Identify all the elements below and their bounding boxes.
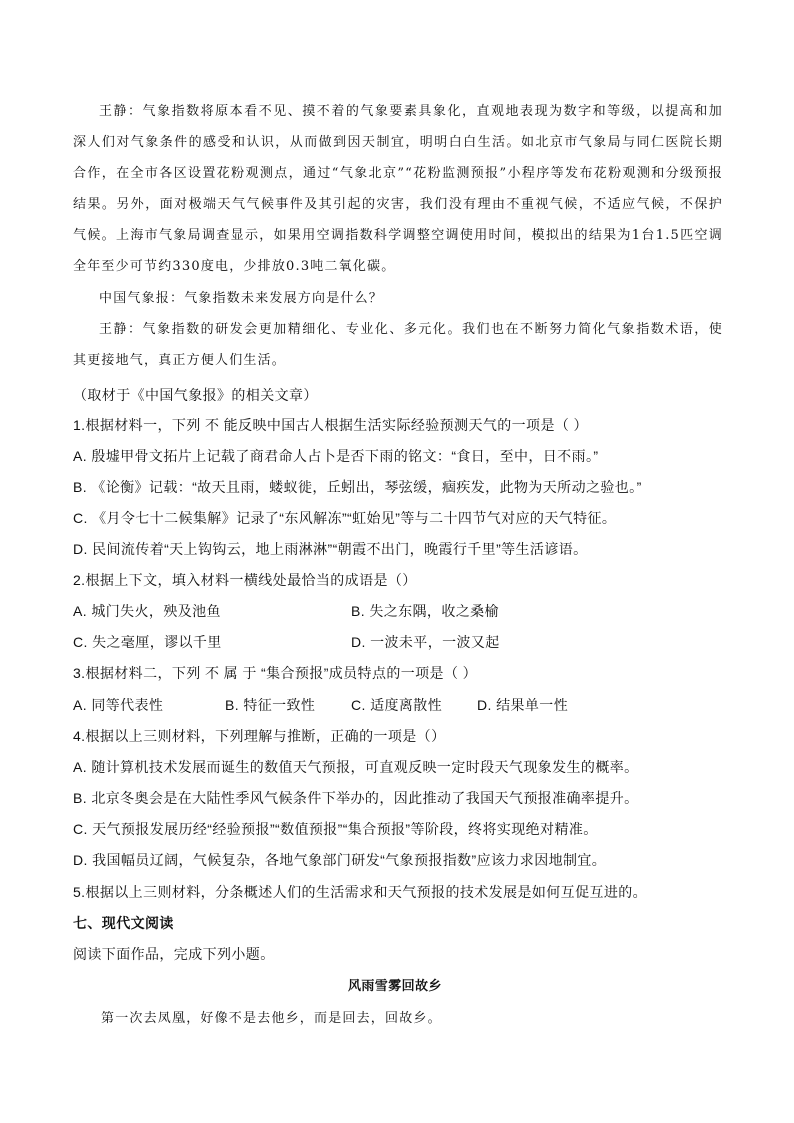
question-2-stem: 2.根据上下文，填入材料一横线处最恰当的成语是（） xyxy=(73,572,417,588)
source-citation: （取材于《中国气象报》的相关文章） xyxy=(73,387,318,403)
question-2-option-c: C. 失之毫厘，谬以千里 xyxy=(73,634,222,650)
question-3-option-a: A. 同等代表性 xyxy=(73,697,164,713)
question-3-option-d: D. 结果单一性 xyxy=(477,697,569,713)
question-4-option-b: B. 北京冬奥会是在大陆性季风气候条件下举办的，因此推动了我国天气预报准确率提升。 xyxy=(73,790,639,806)
question-4-option-a: A. 随计算机技术发展而诞生的数值天气预报，可直观反映一定时段天气现象发生的概率。 xyxy=(73,759,639,775)
question-1-option-a: A. 殷墟甲骨文拓片上记载了商君命人占卜是否下雨的铭文：“食日，至中，日不雨。” xyxy=(73,448,599,464)
question-1-option-c: C. 《月令七十二候集解》记录了“东风解冻”“虹始见”等与二十四节气对应的天气特征。 xyxy=(73,510,617,526)
section-7-heading: 七、现代文阅读 xyxy=(73,915,174,931)
question-2-options-row-2 xyxy=(73,632,723,652)
question-2-option-d: D. 一波未平，一波又起 xyxy=(351,634,500,650)
question-2-options-row-1 xyxy=(73,601,723,621)
question-2-option-a: A. 城门失火，殃及池鱼 xyxy=(73,603,221,619)
interview-paragraph-3: 王静：气象指数的研发会更加精细化、专业化、多元化。我们也在不断努力简化气象指数术语，使其更接地气，真正方便人们生活。 xyxy=(73,322,723,368)
question-1-option-b: B. 《论衡》记载：“故天且雨，蝼蚁徙，丘蚓出，琴弦缓，痼疾发，此物为天所动之验也。” xyxy=(73,479,642,495)
question-4-option-c: C. 天气预报发展历经“经验预报”“数值预报”“集合预报”等阶段，终将实现绝对精准。 xyxy=(73,821,598,837)
question-4-stem: 4.根据以上三则材料，下列理解与推断，正确的一项是（） xyxy=(73,728,446,744)
question-3-option-b: B. 特征一致性 xyxy=(225,697,316,713)
article-first-line: 第一次去凤凰，好像不是去他乡，而是回去，回故乡。 xyxy=(101,1011,442,1026)
interview-paragraph-2: 中国气象报：气象指数未来发展方向是什么？ xyxy=(99,291,384,306)
question-5-stem: 5.根据以上三则材料，分条概述人们的生活需求和天气预报的技术发展是如何互促互进的。 xyxy=(73,884,648,900)
question-2-option-b: B. 失之东隅，收之桑榆 xyxy=(351,603,499,619)
question-1-option-d: D. 民间流传着“天上钩钩云，地上雨淋淋”“朝霞不出门，晚霞行千里”等生活谚语。 xyxy=(73,541,588,557)
section-7-instruction: 阅读下面作品，完成下列小题。 xyxy=(73,946,275,962)
question-3-stem: 3.根据材料二，下列 不 属 于 “集合预报”成员特点的一项是（ ） xyxy=(73,665,478,681)
question-4-option-d: D. 我国幅员辽阔，气候复杂，各地气象部门研发“气象预报指数”应该力求因地制宜。 xyxy=(73,852,607,868)
question-1-stem: 1.根据材料一，下列 不 能反映中国古人根据生活实际经验预测天气的一项是（ ） xyxy=(73,417,588,433)
interview-paragraph-1: 王静：气象指数将原本看不见、摸不着的气象要素具象化，直观地表现为数字和等级，以提高和加深人们对气象条件的感受和认识，从而做到因天制宜，明明白白生活。如北京市气象局与同仁医院长期合作，在全市各区设置花粉观测点，通过“气象北京”“花粉监测预报”小程序等发布花粉观测和分级预报结果。另外，面对极端天气气候事件及其引起的灾害，我们没有理由不重视气候，不适应气候，不保护气候。上海市气象局调查显示，如果用空调指数科学调整空调使用时间，模拟出的结果为1台1.5匹空调全年至少可节约330度电，少排放0.3吨二氧化碳。 xyxy=(73,104,723,274)
question-3-options-row xyxy=(73,695,723,715)
question-3-option-c: C. 适度离散性 xyxy=(351,697,443,713)
article-title: 风雨雪雾回故乡 xyxy=(348,978,442,993)
